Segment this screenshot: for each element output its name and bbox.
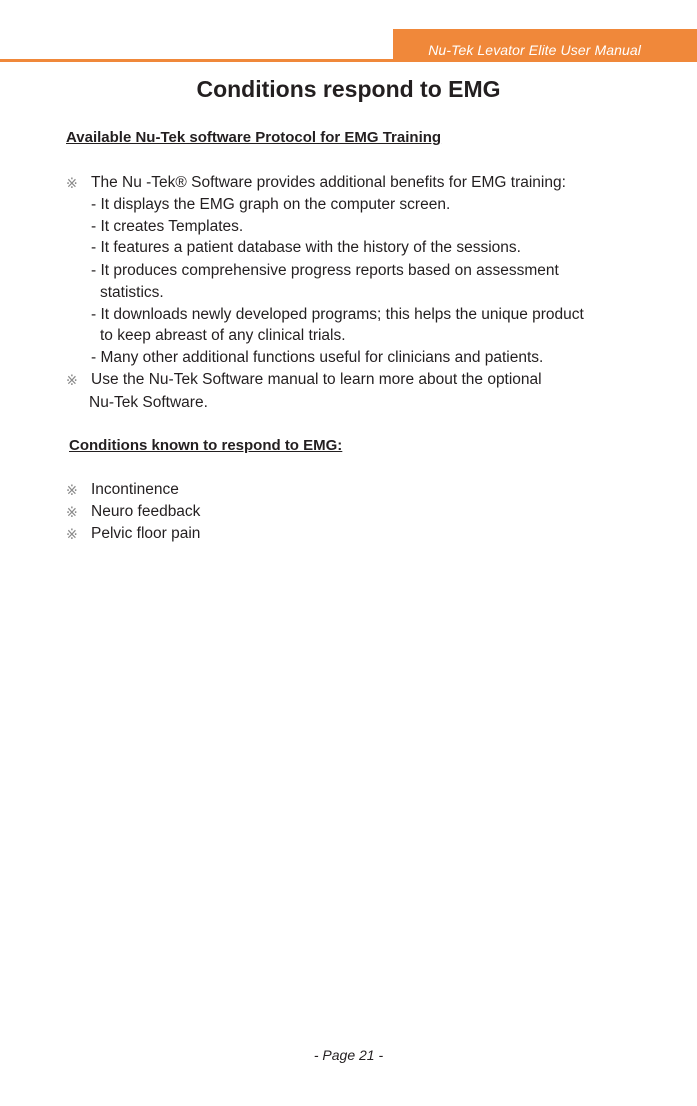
software-manual-note: Use the Nu-Tek Software manual to learn more about the optional	[91, 371, 542, 388]
condition-item: Pelvic floor pain	[91, 525, 201, 542]
reference-mark-icon: ※	[66, 175, 78, 191]
page-title: Conditions respond to EMG	[196, 76, 501, 102]
reference-mark-icon: ※	[66, 372, 78, 388]
benefit-item-continued: statistics.	[100, 284, 164, 301]
benefit-item: - It features a patient database with the history of the sessions.	[91, 239, 521, 256]
benefit-item: - It downloads newly developed programs; this helps the unique product	[91, 306, 584, 323]
software-intro: The Nu -Tek® Software provides additional benefits for EMG training:	[91, 174, 566, 191]
reference-mark-icon: ※	[66, 482, 78, 498]
benefit-item: - Many other additional functions useful for clinicians and patients.	[91, 349, 544, 366]
benefit-item: - It creates Templates.	[91, 218, 244, 235]
reference-mark-icon: ※	[66, 526, 78, 542]
reference-mark-icon: ※	[66, 504, 78, 520]
manual-title: Nu-Tek Levator Elite User Manual	[428, 42, 641, 58]
benefit-item: - It produces comprehensive progress reports based on assessment	[91, 262, 559, 279]
benefit-item-continued: to keep abreast of any clinical trials.	[100, 327, 346, 344]
condition-item: Incontinence	[91, 481, 179, 498]
benefit-item: - It displays the EMG graph on the computer screen.	[91, 196, 451, 213]
page-number: - Page 21 -	[313, 1047, 384, 1063]
conditions-section-heading: Conditions known to respond to EMG:	[69, 437, 343, 454]
condition-item: Neuro feedback	[91, 503, 201, 520]
software-manual-note-continued: Nu-Tek Software.	[89, 394, 208, 411]
software-section-heading: Available Nu-Tek software Protocol for EMG Training	[66, 129, 442, 146]
